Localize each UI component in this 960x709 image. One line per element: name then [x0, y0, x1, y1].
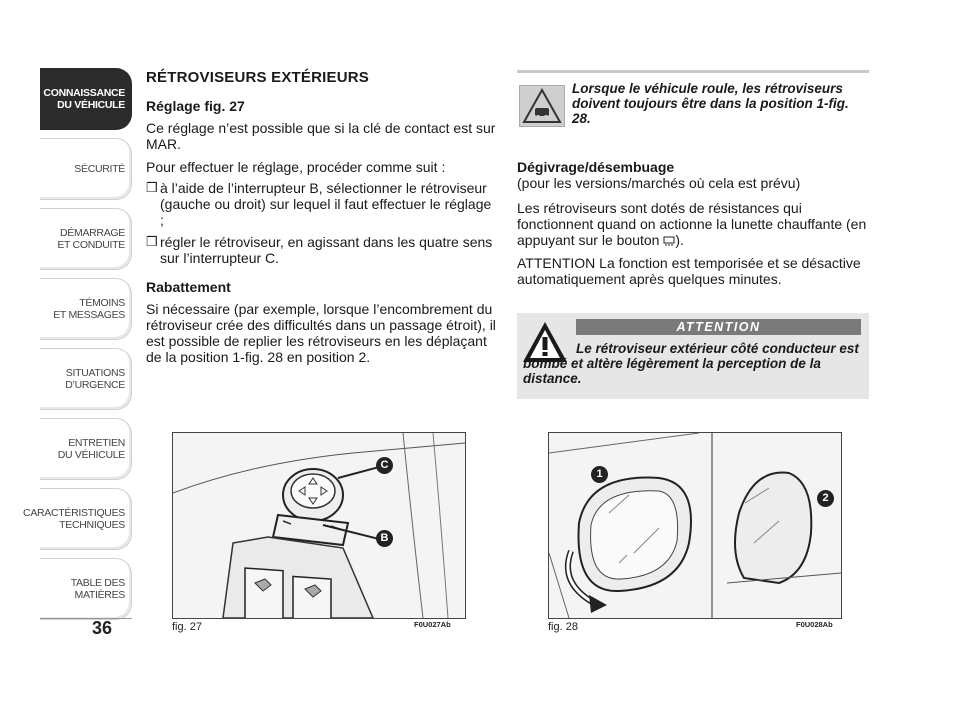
list-item-text: à l’aide de l’interrupteur B, sélectionner le rétroviseur (gauche ou droit) sur lequel il faut effectuer le réglage ;	[160, 180, 492, 228]
attention-text: Le rétroviseur extérieur côté conducteur est bombé et altère légèrement la perception de la distance.	[523, 341, 859, 386]
tab-securite[interactable]	[40, 138, 132, 200]
tab-connaissance-du-vehicule[interactable]	[40, 68, 132, 130]
tab-caracteristiques-techniques[interactable]	[23, 488, 132, 550]
paragraph: Pour effectuer le réglage, procéder comme suit :	[146, 159, 446, 175]
tab-label: TABLE DES MATIÈRES	[70, 577, 125, 601]
chapter-tabs	[23, 68, 132, 628]
figure-28-code: F0U028Ab	[796, 620, 833, 629]
degivrage-heading: Dégivrage/désembuage	[517, 159, 675, 175]
attention-box	[517, 313, 869, 399]
list-item-text: régler le rétroviseur, en agissant dans les quatre sens sur l’interrupteur C.	[160, 234, 493, 266]
tab-label: SÉCURITÉ	[74, 163, 125, 175]
paragraph: Si nécessaire (par exemple, lorsque l’encombrement du rétroviseur crée des difficultés dans un passage étroit), il est possible de replier les rétroviseurs en les déplaçant de la position 1-fig. 28 en position 2.	[146, 301, 496, 365]
driving-note	[517, 70, 869, 159]
tab-entretien-du-vehicule[interactable]	[40, 418, 132, 480]
paragraph	[517, 200, 869, 248]
tab-label: ENTRETIEN DU VÉHICULE	[57, 437, 125, 461]
list-item	[146, 180, 496, 228]
reglage-heading: Réglage fig. 27	[146, 98, 245, 114]
page-divider	[40, 618, 132, 619]
tab-label: CONNAISSANCE DU VÉHICULE	[43, 87, 125, 111]
figure-27-caption: fig. 27	[172, 621, 202, 633]
attention-label: ATTENTION	[576, 319, 861, 335]
tab-label: CARACTÉRISTIQUES TECHNIQUES	[23, 507, 125, 531]
rear-defrost-icon	[663, 234, 675, 245]
degivrage-subtitle: (pour les versions/marchés où cela est prévu)	[517, 175, 801, 191]
list-item	[146, 234, 496, 266]
page-number: 36	[92, 618, 113, 638]
rabattement-heading: Rabattement	[146, 279, 231, 295]
note-text: Lorsque le véhicule roule, les rétroviseurs doivent toujours être dans la position 1-fig. 28.	[572, 81, 849, 126]
left-column	[146, 70, 496, 372]
paragraph-text-end: ).	[675, 232, 684, 248]
tab-label: TÉMOINS ET MESSAGES	[53, 297, 125, 321]
paragraph: Ce réglage n’est possible que si la clé de contact est sur MAR.	[146, 120, 496, 152]
callout-c: C	[376, 457, 393, 474]
checkbox-bullet-icon: ❒	[146, 180, 158, 195]
figure-28-mirror-illustration	[548, 432, 842, 619]
tab-demarrage-et-conduite[interactable]	[40, 208, 132, 270]
tab-temoins-et-messages[interactable]	[40, 278, 132, 340]
checkbox-bullet-icon: ❒	[146, 234, 158, 249]
section-title: RÉTROVISEURS EXTÉRIEURS	[146, 69, 369, 86]
right-column	[517, 70, 869, 294]
tab-situations-d-urgence[interactable]	[40, 348, 132, 410]
paragraph: ATTENTION La fonction est temporisée et se désactive automatiquement après quelques minutes.	[517, 255, 861, 287]
callout-2: 2	[817, 490, 834, 507]
tab-table-des-matieres[interactable]	[40, 558, 132, 620]
tab-label: SITUATIONS D’URGENCE	[65, 367, 125, 391]
callout-b: B	[376, 530, 393, 547]
callout-1: 1	[591, 466, 608, 483]
figure-27-code: F0U027Ab	[414, 620, 451, 629]
figure-27-switch-illustration	[172, 432, 466, 619]
figure-28-caption: fig. 28	[548, 621, 578, 633]
car-mirror-note-icon	[519, 85, 565, 127]
paragraph-text: Les rétroviseurs sont dotés de résistances qui fonctionnent quand on actionne la lunette chauffante (en appuyant sur le bouton	[517, 200, 867, 248]
tab-label: DÉMARRAGE ET CONDUITE	[57, 227, 125, 251]
